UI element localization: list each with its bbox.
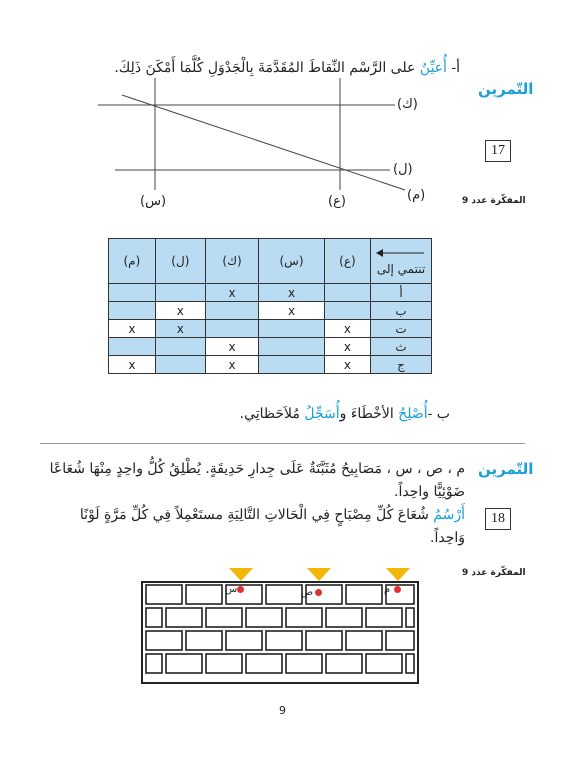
part-a-rest: على الرَّسْم النِّقاطَ المُقَدَّمَةَ بِالْجَدْوَلِ كُلَّمَا أَمْكَنَ ذَلِكَ.: [114, 60, 416, 76]
part-a-verb: أُعيِّنُ: [419, 60, 447, 76]
table-cell[interactable]: x: [205, 284, 258, 302]
table-row: [109, 356, 432, 374]
lines-diagram: [0, 0, 567, 230]
exercise-17-note: المفكّرة عدد 9: [462, 196, 526, 206]
lamp-p-bulb: [315, 589, 322, 596]
table-cell[interactable]: [155, 338, 205, 356]
exercise-18-line1: م ، ص ، س ، مَصَابِيحُ مُثَبَّتَةٌ عَلَى جِدارِ حَدِيقَةٍ. يُطْلِقُ كُلُّ واحِدٍ مِنْهَا شُعَاعًا: [49, 461, 465, 477]
exercise-18-line3-rest: شُعَاعَ كُلِّ مِصْبَاحٍ فِي الْحَالاتِ التَّالِيَةِ مستَعْمِلاً فِي كُلِّ مَرَّةٍ لَوْنًا: [79, 507, 429, 523]
part-b-instruction: [180, 406, 450, 422]
lamp-s-bulb: [237, 586, 244, 593]
table-cell[interactable]: [259, 320, 325, 338]
point-label: ج: [371, 356, 432, 374]
line-m-label: (م): [407, 188, 426, 203]
table-cell[interactable]: x: [155, 302, 205, 320]
lamp-shade-icon: [307, 568, 331, 581]
lamp-shade-icon: [229, 568, 253, 581]
section-divider: [40, 443, 525, 444]
line-k-label: (ك): [397, 97, 418, 112]
table-cell[interactable]: [205, 320, 258, 338]
table-cell[interactable]: [205, 302, 258, 320]
header-l: (ل): [155, 239, 205, 284]
table-cell[interactable]: x: [259, 302, 325, 320]
table-cell[interactable]: x: [259, 284, 325, 302]
line-a-label: (ع): [328, 194, 346, 209]
table-cell[interactable]: x: [324, 320, 370, 338]
table-cell[interactable]: x: [109, 320, 156, 338]
exercise-18-line3: [40, 504, 465, 527]
point-label: ب: [371, 302, 432, 320]
table-cell[interactable]: [324, 302, 370, 320]
line-l-label: (ل): [393, 162, 413, 177]
table-row: [109, 284, 432, 302]
arrow-left-icon: [376, 247, 426, 259]
table-cell[interactable]: [109, 284, 156, 302]
table-row: [109, 320, 432, 338]
lamp-m-bulb: [394, 586, 401, 593]
lamp-s-label: س: [225, 584, 238, 595]
point-label: أ: [371, 284, 432, 302]
exercise-18-label: التّمرين: [478, 460, 534, 478]
table-cell[interactable]: x: [205, 338, 258, 356]
table-cell[interactable]: [155, 284, 205, 302]
point-label: ث: [371, 338, 432, 356]
lamp-m-label: م: [384, 584, 391, 595]
points-table: [108, 238, 432, 374]
lamp-p-label: ص: [301, 587, 314, 598]
table-header-row: [109, 239, 432, 284]
table-cell[interactable]: [109, 302, 156, 320]
exercise-18-line4: وَاحِداً.: [430, 530, 465, 546]
header-belongs-label: تنتمي إلى: [376, 261, 426, 276]
table-cell[interactable]: x: [324, 338, 370, 356]
header-m: (م): [109, 239, 156, 284]
part-a-prefix: أ-: [451, 60, 460, 76]
page-number: 9: [279, 704, 286, 717]
table-row: [109, 302, 432, 320]
exercise-18-text: [40, 458, 465, 550]
point-label: ت: [371, 320, 432, 338]
line-s-label: (س): [140, 194, 167, 209]
table-cell[interactable]: x: [324, 356, 370, 374]
header-a: (ع): [324, 239, 370, 284]
table-cell[interactable]: [259, 338, 325, 356]
part-b-verb2: أُسَجِّلُ: [304, 406, 340, 422]
part-b-prefix: ب -: [427, 406, 450, 422]
part-b-rest: مُلاَحَظاتِي.: [239, 406, 300, 422]
header-s: (س): [259, 239, 325, 284]
table-cell[interactable]: [109, 338, 156, 356]
exercise-18-verb: أَرْسُمُ: [433, 507, 465, 523]
exercise-18-note: المفكّرة عدد 9: [462, 568, 526, 578]
header-belongs: [371, 239, 432, 284]
exercise-17-number: 17: [485, 140, 511, 162]
table-cell[interactable]: x: [155, 320, 205, 338]
part-b-mid: الأخْطَاءَ و: [339, 406, 394, 422]
exercise-17-label: التّمرين: [478, 80, 534, 98]
exercise-18-line2: ضَوْئِيًّا واحِداً.: [394, 484, 465, 500]
part-b-verb1: أُصْلِحُ: [398, 406, 428, 422]
exercise-18-number: 18: [485, 508, 511, 530]
lamp-shade-icon: [386, 568, 410, 581]
line-m: [122, 95, 405, 190]
brick-wall: [141, 581, 419, 684]
header-k: (ك): [205, 239, 258, 284]
table-row: [109, 338, 432, 356]
table-cell[interactable]: x: [205, 356, 258, 374]
table-cell[interactable]: [155, 356, 205, 374]
table-cell[interactable]: x: [109, 356, 156, 374]
table-cell[interactable]: [324, 284, 370, 302]
table-cell[interactable]: [259, 356, 325, 374]
